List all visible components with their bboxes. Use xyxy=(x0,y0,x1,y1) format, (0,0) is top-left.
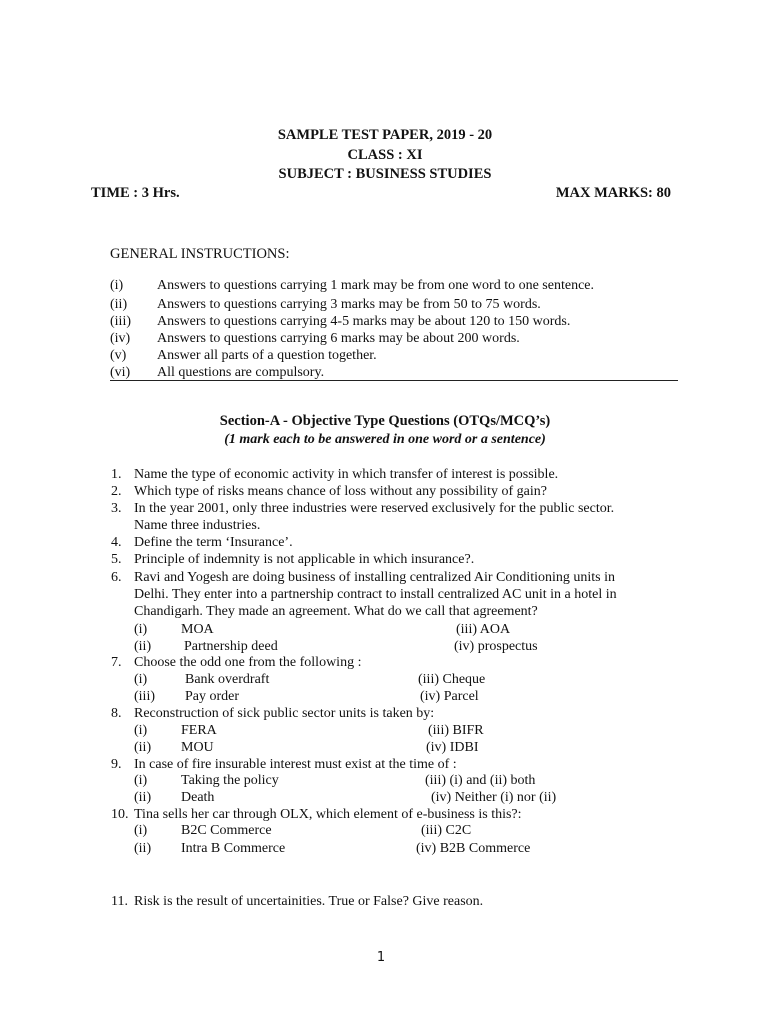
time-label: TIME : 3 Hrs. xyxy=(91,185,180,201)
question-text: Name the type of economic activity in which transfer of interest is possible. xyxy=(134,467,559,482)
paper-title: SAMPLE TEST PAPER, 2019 - 20 xyxy=(277,127,493,143)
question-text: Reconstruction of sick public sector units is taken by: xyxy=(134,706,435,721)
option-text: (iv) Neither (i) nor (ii) xyxy=(431,790,557,805)
option-text: B2C Commerce xyxy=(181,823,272,838)
option-number: (ii) xyxy=(134,740,152,755)
question-text: Chandigarh. They made an agreement. What do we call that agreement? xyxy=(134,604,538,619)
subject-label: SUBJECT : BUSINESS STUDIES xyxy=(278,166,492,182)
option-text: Pay order xyxy=(185,689,240,704)
option-text: Death xyxy=(181,790,215,805)
option-text: FERA xyxy=(181,723,217,738)
instruction-text: Answers to questions carrying 1 mark may be from one word to one sentence. xyxy=(157,278,594,293)
class-label: CLASS : XI xyxy=(347,147,423,163)
option-text: MOU xyxy=(181,740,214,755)
instruction-number: (v) xyxy=(110,348,127,363)
question-text: Which type of risks means chance of loss without any possibility of gain? xyxy=(134,484,547,499)
question-number: 3. xyxy=(111,501,122,516)
option-number: (ii) xyxy=(134,790,152,805)
max-marks-label: MAX MARKS: 80 xyxy=(555,185,671,201)
question-number: 11. xyxy=(111,894,128,909)
question-text: In case of fire insurable interest must exist at the time of : xyxy=(134,757,457,772)
option-text: MOA xyxy=(181,622,214,637)
question-text: Delhi. They enter into a partnership contract to install centralized AC unit in a hotel in xyxy=(134,587,617,602)
question-number: 1. xyxy=(111,467,122,482)
question-number: 8. xyxy=(111,706,122,721)
instructions-heading: GENERAL INSTRUCTIONS: xyxy=(110,246,290,262)
option-number: (i) xyxy=(134,672,148,687)
option-text: Bank overdraft xyxy=(185,672,270,687)
option-text: (iii) (i) and (ii) both xyxy=(425,773,536,788)
option-text: (iii) C2C xyxy=(421,823,472,838)
question-text: Choose the odd one from the following : xyxy=(134,655,362,670)
instruction-number: (iii) xyxy=(110,314,131,329)
instruction-number: (i) xyxy=(110,278,124,293)
instruction-number: (vi) xyxy=(110,365,131,380)
instruction-text: Answers to questions carrying 4-5 marks may be about 120 to 150 words. xyxy=(157,314,571,329)
instruction-text: All questions are compulsory. xyxy=(157,365,325,380)
page-number: 1 xyxy=(376,950,386,965)
instruction-number: (ii) xyxy=(110,297,128,312)
question-text: Principle of indemnity is not applicable in which insurance?. xyxy=(134,552,475,567)
instruction-number: (iv) xyxy=(110,331,131,346)
instructions-divider xyxy=(110,380,678,381)
option-text: (iv) prospectus xyxy=(454,639,538,654)
instruction-text: Answers to questions carrying 6 marks may be about 200 words. xyxy=(157,331,520,346)
option-text: (iv) B2B Commerce xyxy=(416,841,531,856)
option-number: (i) xyxy=(134,622,148,637)
option-text: (iii) BIFR xyxy=(428,723,484,738)
instruction-text: Answer all parts of a question together. xyxy=(157,348,377,363)
option-text: Partnership deed xyxy=(184,639,278,654)
option-text: (iii) Cheque xyxy=(418,672,486,687)
option-number: (i) xyxy=(134,823,148,838)
option-text: (iv) Parcel xyxy=(420,689,479,704)
section-title: Section-A - Objective Type Questions (OTQs/MCQ’s) xyxy=(219,413,551,429)
question-number: 10. xyxy=(111,807,129,822)
option-text: Intra B Commerce xyxy=(181,841,286,856)
option-number: (i) xyxy=(134,723,148,738)
option-number: (iii) xyxy=(134,689,155,704)
question-number: 7. xyxy=(111,655,122,670)
option-text: (iv) IDBI xyxy=(426,740,479,755)
instruction-text: Answers to questions carrying 3 marks may be from 50 to 75 words. xyxy=(157,297,541,312)
option-text: (iii) AOA xyxy=(456,622,511,637)
question-number: 2. xyxy=(111,484,122,499)
question-text: Ravi and Yogesh are doing business of installing centralized Air Conditioning units in xyxy=(134,570,616,585)
question-text: Tina sells her car through OLX, which element of e-business is this?: xyxy=(134,807,522,822)
question-number: 6. xyxy=(111,570,122,585)
question-text: Define the term ‘Insurance’. xyxy=(134,535,293,550)
option-number: (i) xyxy=(134,773,148,788)
question-text: Risk is the result of uncertainities. True or False? Give reason. xyxy=(134,894,484,909)
option-number: (ii) xyxy=(134,841,152,856)
option-number: (ii) xyxy=(134,639,152,654)
question-number: 4. xyxy=(111,535,122,550)
question-text: In the year 2001, only three industries were reserved exclusively for the public sector. xyxy=(134,501,615,516)
question-number: 9. xyxy=(111,757,122,772)
section-subtitle: (1 mark each to be answered in one word or a sentence) xyxy=(224,432,546,447)
question-text: Name three industries. xyxy=(134,518,261,533)
option-text: Taking the policy xyxy=(181,773,279,788)
question-number: 5. xyxy=(111,552,122,567)
